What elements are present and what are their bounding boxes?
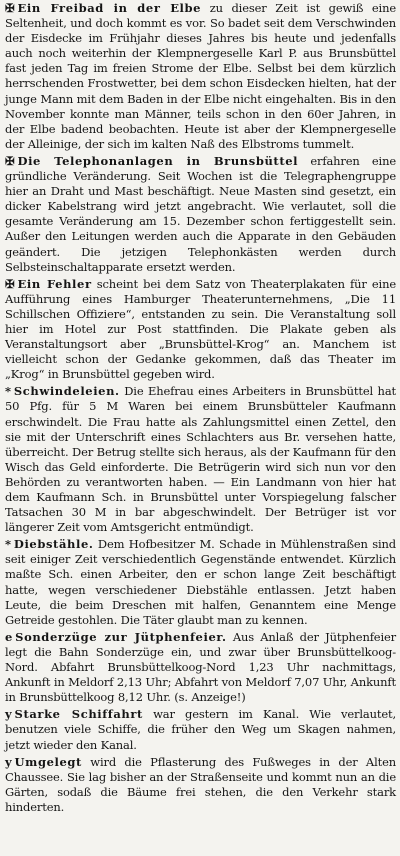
article-umgelegt bbox=[5, 755, 396, 815]
article-marker: e bbox=[5, 629, 13, 644]
article-heading: Schwindeleien. bbox=[13, 384, 120, 399]
article-body: Die Ehefrau eines Arbeiters in Brunsbüttel hat 50 Pfg. für 5 M Waren bei einem Brunsbütteler Kaufmann erschwindelt. Die Frau hatte als Zahlungsmittel einen Zettel, den sie mit der Unterschrift eines Schlachters aus Br. versehen hatte, überreicht. Der Betrug stellte sich heraus, als der Kaufmann für den Wisch das Geld einforderte. Die Betrügerin wird sich nun vor den Behörden zu verantworten haben. — Ein Landmann von hier hat dem Kaufmann Sch. in Brunsbüttel unter Vorspiegelung falscher Tatsachen 30 M in bar abgeschwindelt. Der Betrüger ist vor längerer Zeit vom Amtsgericht entmündigt. bbox=[5, 384, 396, 535]
article-body: Dem Hofbesitzer M. Schade in Mühlenstraßen sind seit einiger Zeit verschiedentlich Gegenstände entwendet. Kürzlich maßte Sch. einen Arbeiter, den er schon lange Zeit beschäftigt hatte, wegen verschiedener Diebstähle entlassen. Jetzt haben Leute, die beim Dreschen mit halfen, Genanntem eine Menge Getreide gestohlen. Die Täter glaubt man zu kennen. bbox=[5, 537, 396, 627]
article-fehler bbox=[5, 277, 396, 383]
article-schwindeleien bbox=[5, 384, 396, 535]
article-schiffahrt bbox=[5, 707, 396, 752]
article-marker: * bbox=[5, 537, 11, 552]
article-marker: ✠ bbox=[5, 276, 15, 291]
article-heading: Ein Fehler bbox=[17, 276, 92, 291]
article-marker: y bbox=[5, 707, 12, 722]
article-marker: ✠ bbox=[5, 153, 15, 168]
article-body: war gestern im Kanal. Wie verlautet, benutzen viele Schiffe, die früher den Weg um Skagen nahmen, jetzt wieder den Kanal. bbox=[5, 707, 396, 752]
article-sonderzuege bbox=[5, 630, 396, 705]
article-telephonanlagen bbox=[5, 154, 396, 275]
article-heading: Diebstähle. bbox=[13, 537, 94, 552]
article-heading: Ein Freibad in der Elbe bbox=[17, 1, 202, 15]
article-freibad bbox=[5, 1, 396, 152]
article-marker: ✠ bbox=[5, 1, 15, 15]
article-heading: Umgelegt bbox=[14, 754, 82, 769]
article-heading: Sonderzüge zur Jütphenfeier. bbox=[15, 629, 227, 644]
article-marker: * bbox=[5, 384, 11, 399]
article-body: wird die Pflasterung des Fußweges in der Alten Chaussee. Sie lag bisher an der Straßenseite und kommt nun an die Gärten, sodaß die Bäume frei stehen, die den Verkehr stark hinderten. bbox=[5, 754, 396, 814]
article-body: Aus Anlaß der Jütphenfeier legt die Bahn Sonderzüge ein, und zwar über Brunsbüttelkoog-Nord. Abfahrt Brunsbüttelkoog-Nord 1,23 Uhr nachmittags, Ankunft in Meldorf 2,13 Uhr; Abfahrt von Meldorf 7,07 Uhr, Ankunft in Brunsbüttelkoog 8,12 Uhr. (s. Anzeige!) bbox=[5, 629, 396, 705]
article-heading: Die Telephonanlagen in Brunsbüttel bbox=[17, 153, 299, 168]
article-body: zu dieser Zeit ist gewiß eine Seltenheit, und doch kommt es vor. So badet seit dem Verschwinden der Eisdecke im Frühjahr dieses Jahres bis heute und jedenfalls auch noch weiterhin der Klempnergeselle Karl P. aus Brunsbüttel fast jeden Tag im freien Strome der Elbe. Selbst bei dem kürzlich herrschenden Frostwetter, bei dem schon Eisdecken hielten, hat der junge Mann mit dem Baden in der Elbe nicht eingehalten. Bis in den November konnte man Männer, teils schon in den 60er Jahren, in der Elbe badend beobachten. Heute ist aber der Klempnergeselle der Alleinige, der sich im kalten Naß des Elbstroms tummelt. bbox=[5, 1, 397, 151]
article-diebstaehle bbox=[5, 537, 396, 628]
article-marker: y bbox=[5, 754, 12, 769]
article-body: erfahren eine gründliche Veränderung. Seit Wochen ist die Telegraphengruppe hier an Draht und Mast beschäftigt. Neue Masten sind gesetzt, ein dicker Kabelstrang wird jetzt angebracht. Wie verlautet, soll die gesamte Veränderung am 15. Dezember schon fertiggestellt sein. Außer den Leitungen werden auch die Apparate in den Gebäuden geändert. Die jetzigen Telephonkästen werden durch Selbsteinschaltapparate ersetzt werden. bbox=[5, 153, 396, 274]
article-body: scheint bei dem Satz von Theaterplakaten für eine Aufführung eines Hamburger Theaterunternehmens, „Die 11 Schillschen Offiziere“, entstanden zu sein. Die Veranstaltung soll hier im Hotel zur Post stattfinden. Die Plakate geben als Veranstaltungsort aber „Brunsbüttel-Krog“ an. Manchem ist vielleicht schon der Gedanke gekommen, daß das Theater im „Krog“ in Brunsbüttel gegeben wird. bbox=[5, 276, 396, 382]
article-heading: Starke Schiffahrt bbox=[14, 707, 143, 722]
